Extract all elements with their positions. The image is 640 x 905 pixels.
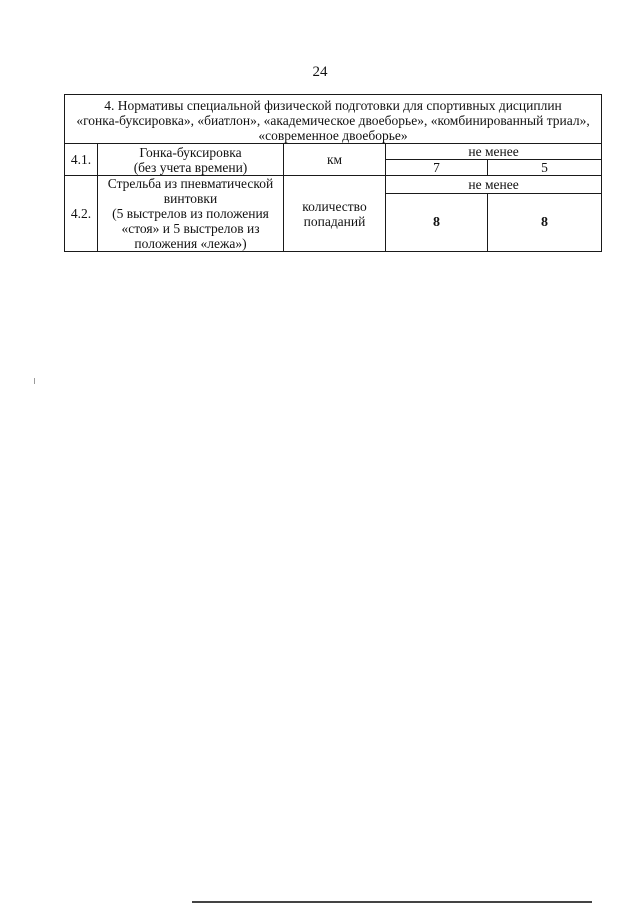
table-row [65, 144, 602, 160]
row-number: 4.2. [65, 176, 98, 252]
section-header-row [65, 95, 602, 144]
value-cell: 8 [386, 194, 488, 252]
exercise-name [98, 144, 284, 176]
exercise-name-line: (5 выстрелов из положения [112, 206, 269, 221]
unit-cell: км [284, 144, 386, 176]
scan-bottom-edge [192, 901, 592, 903]
exercise-name-line: Гонка-буксировка [139, 144, 242, 160]
exercise-name-line: винтовки [163, 191, 218, 206]
unit-line: количество [302, 198, 367, 214]
row-number: 4.1. [65, 144, 98, 176]
table-row [65, 176, 602, 194]
scan-margin-mark [34, 378, 35, 384]
exercise-name-line: Стрельба из пневматической [107, 176, 274, 191]
norms-table [64, 94, 602, 252]
section-title-line-1: 4. Нормативы специальной физической подготовки для спортивных дисциплин [104, 97, 562, 113]
condition-cell: не менее [386, 176, 602, 194]
page-number: 24 [312, 64, 328, 80]
exercise-name-line: положения «лежа») [134, 236, 247, 251]
section-title-line-3: «современное двоеборье» [258, 127, 408, 143]
unit-line: попаданий [303, 213, 366, 229]
section-title-line-2: «гонка-буксировка», «биатлон», «академическое двоеборье», «комбинированный триал», [76, 112, 590, 128]
exercise-name-line: (без учета времени) [133, 159, 248, 175]
value-cell: 7 [386, 160, 488, 176]
exercise-name [98, 176, 284, 252]
value-cell: 8 [488, 194, 602, 252]
condition-cell: не менее [386, 144, 602, 160]
section-title [65, 95, 602, 144]
unit-cell [284, 176, 386, 252]
exercise-name-line: «стоя» и 5 выстрелов из [121, 221, 260, 236]
value-cell: 5 [488, 160, 602, 176]
